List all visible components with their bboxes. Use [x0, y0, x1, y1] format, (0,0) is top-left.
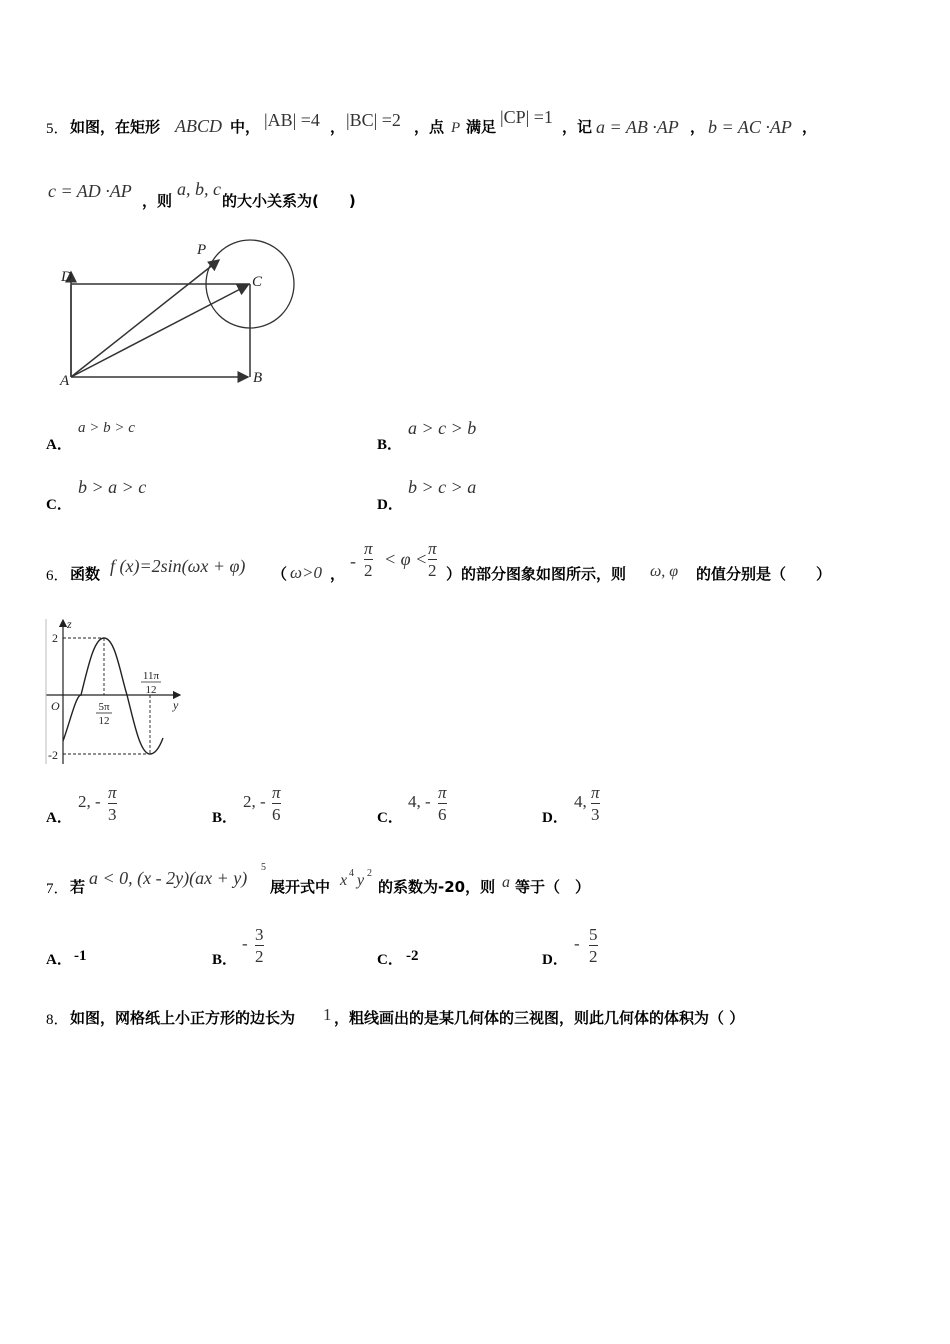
- question-number: 7．: [46, 881, 69, 897]
- tick-x1-den: 12: [98, 715, 110, 727]
- punct: ，: [690, 118, 706, 136]
- question-text: ，点: [414, 118, 445, 136]
- option-a-fraction: π 3: [108, 783, 117, 824]
- question-text: ，粗线画出的是某几何体的三视图，则此几何体的体积为（ ）: [334, 1009, 745, 1027]
- fraction-pi-2: π 2: [428, 539, 437, 580]
- question-text: ，则: [142, 192, 173, 210]
- math-cp: |CP| =1: [500, 107, 553, 127]
- option-a-label: A．: [46, 437, 72, 453]
- math-phi-range: < φ <: [384, 549, 428, 569]
- math-bc: |BC| =2: [346, 110, 401, 130]
- math-omega-cond: ω>0: [290, 563, 322, 582]
- math-c-def: c = AD ·AP: [48, 181, 132, 201]
- math-exponent: 5: [261, 862, 266, 873]
- option-c-fraction: π 6: [438, 783, 447, 824]
- math-a: a: [502, 874, 510, 891]
- question-text: 展开式中: [270, 878, 331, 896]
- math-ab: |AB| =4: [264, 110, 320, 130]
- option-b-label: B．: [212, 810, 238, 826]
- option-d-text: b > c > a: [408, 477, 477, 497]
- question-text: 的系数为-20，则: [378, 878, 496, 896]
- option-c-pre: 4, -: [408, 792, 431, 811]
- option-b-label: B．: [212, 952, 238, 968]
- vector-ap: [71, 260, 219, 377]
- math-x: x: [340, 872, 348, 889]
- option-c-label: C．: [377, 952, 403, 968]
- question-text: 中，: [230, 118, 261, 136]
- question-text: 等于（ ）: [515, 878, 591, 896]
- question-text: 函数: [70, 565, 101, 583]
- question-number: 6．: [46, 568, 69, 584]
- math-p: P: [451, 120, 461, 136]
- option-a-label: A．: [46, 810, 72, 826]
- label-a: A: [60, 373, 70, 389]
- math-minus: -: [350, 551, 356, 571]
- question-text: ，记: [562, 118, 593, 136]
- axis-label-z: z: [67, 617, 72, 631]
- math-one: 1: [323, 1005, 332, 1024]
- option-b-pre: -: [242, 934, 248, 953]
- option-d-label: D．: [377, 497, 403, 513]
- question-text: 的值分别是（ ）: [696, 565, 832, 583]
- question-text: 若: [70, 878, 86, 896]
- tick-min: -2: [48, 748, 58, 762]
- math-y: y: [357, 872, 365, 889]
- option-c-label: C．: [377, 810, 403, 826]
- question-text: 的大小关系为( ): [222, 192, 356, 210]
- sine-graph: [40, 612, 190, 768]
- vector-ac: [71, 285, 248, 377]
- option-a-text: -1: [74, 948, 87, 964]
- label-p: P: [197, 242, 207, 258]
- label-d: D: [61, 269, 72, 285]
- math-function: f (x)=2sin(ωx + φ): [110, 556, 246, 576]
- option-d-fraction: π 3: [591, 783, 600, 824]
- question-text: 如图，网格纸上小正方形的边长为: [70, 1009, 296, 1027]
- rectangle-figure: [55, 232, 305, 392]
- option-d-label: D．: [542, 810, 568, 826]
- punct: ，: [330, 565, 346, 583]
- option-c-label: C．: [46, 497, 72, 513]
- tick-x1-num: 5π: [98, 701, 110, 713]
- math-exponent: 4: [349, 868, 354, 879]
- option-c-text: -2: [406, 948, 419, 964]
- math-exponent: 2: [367, 868, 372, 879]
- math-rect: ABCD: [175, 116, 222, 136]
- question-number: 8．: [46, 1012, 69, 1028]
- option-c-text: b > a > c: [78, 477, 147, 497]
- label-b: B: [253, 370, 263, 386]
- question-text: ）的部分图象如图所示，则: [446, 565, 627, 583]
- punct: ，: [802, 118, 818, 136]
- fraction-pi-2: π 2: [364, 539, 373, 580]
- option-b-text: a > c > b: [408, 418, 477, 438]
- option-d-label: D．: [542, 952, 568, 968]
- question-text: 满足: [466, 118, 497, 136]
- math-vars: ω, φ: [650, 563, 679, 580]
- math-b-def: b = AC ·AP: [708, 117, 792, 137]
- tick-x2-den: 12: [145, 684, 157, 696]
- punct: ，: [330, 118, 346, 136]
- tick-x2-num: 11π: [142, 670, 160, 682]
- math-a-def: a = AB ·AP: [596, 117, 679, 137]
- label-c: C: [252, 274, 263, 290]
- option-b-label: B．: [377, 437, 403, 453]
- math-condition: a < 0, (x - 2y)(ax + y): [89, 868, 248, 888]
- option-b-pre: 2, -: [243, 792, 266, 811]
- math-abc: a, b, c: [177, 179, 221, 199]
- option-d-pre: -: [574, 934, 580, 953]
- option-a-pre: 2, -: [78, 792, 101, 811]
- sine-curve: [63, 638, 163, 754]
- option-a-text: a > b > c: [78, 420, 135, 436]
- axis-label-y: y: [173, 698, 179, 712]
- option-b-fraction: 3 2: [255, 925, 264, 966]
- option-a-label: A．: [46, 952, 72, 968]
- punct: （: [272, 565, 288, 583]
- option-d-fraction: 5 2: [589, 925, 598, 966]
- option-b-fraction: π 6: [272, 783, 281, 824]
- origin-label: O: [51, 699, 60, 713]
- question-number: 5．: [46, 121, 69, 137]
- tick-max: 2: [52, 631, 58, 645]
- option-d-pre: 4,: [574, 792, 587, 811]
- question-text: 如图，在矩形: [70, 118, 161, 136]
